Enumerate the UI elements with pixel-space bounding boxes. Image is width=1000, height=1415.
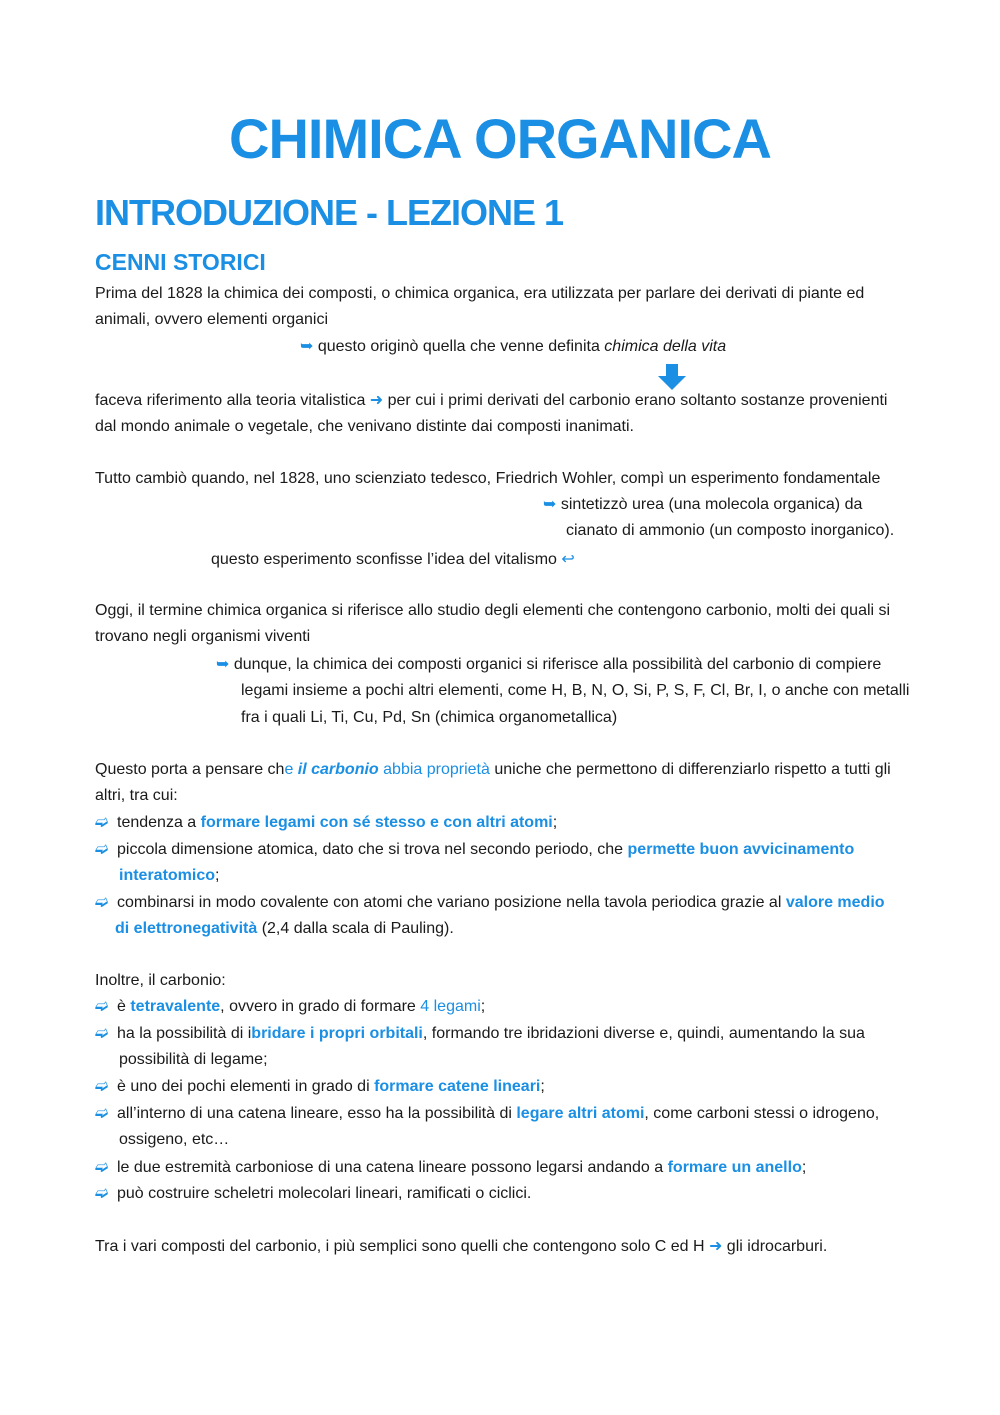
- highlight-term: il carbonio: [297, 761, 379, 778]
- curved-arrow-icon: ➥: [300, 338, 314, 355]
- list-item: ➫ ha la possibilità di ibridare i propri orbitali, formando tre ibridazioni diverse e, quindi, aumentando la sua: [95, 1021, 865, 1047]
- bullet-arrow-icon: ➫: [95, 1105, 109, 1122]
- list-item: ➫ tendenza a formare legami con sé stesso e con altri atomi;: [95, 810, 557, 836]
- down-arrow-icon: [658, 364, 686, 390]
- highlight-term: formare legami con sé stesso e con altri atomi: [200, 814, 553, 831]
- paragraph-line: Prima del 1828 la chimica dei composti, o chimica organica, era utilizzata per parlare dei derivati di piante ed: [95, 285, 865, 302]
- highlight-term: legare altri atomi: [516, 1105, 645, 1122]
- return-arrow-icon: ↩: [561, 551, 575, 568]
- highlight-term: bridare i propri orbitali: [251, 1025, 423, 1042]
- section-heading: INTRODUZIONE - LEZIONE 1: [95, 192, 564, 233]
- list-item-continuation: interatomico;: [119, 867, 220, 884]
- list-item: ➫ combinarsi in modo covalente con atomi che variano posizione nella tavola periodica grazie al valore medio: [95, 890, 885, 916]
- curved-arrow-icon: ➥: [543, 496, 557, 513]
- highlight-term: permette buon avvicinamento: [627, 841, 855, 858]
- list-item-continuation: possibilità di legame;: [119, 1051, 268, 1068]
- paragraph-line: Questo porta a pensare che il carbonio abbia proprietà uniche che permettono di differenziarlo rispetto a tutti gli: [95, 761, 891, 778]
- bullet-arrow-icon: ➫: [95, 894, 109, 911]
- paragraph-line: questo esperimento sconfisse l’idea del vitalismo ↩: [211, 547, 575, 573]
- paragraph-line: Oggi, il termine chimica organica si riferisce allo studio degli elementi che contengono carbonio, molti dei quali si: [95, 602, 891, 619]
- right-arrow-icon: ➜: [708, 1238, 723, 1255]
- list-item: ➫ è uno dei pochi elementi in grado di formare catene lineari;: [95, 1074, 545, 1100]
- paragraph-line: altri, tra cui:: [95, 787, 178, 804]
- bullet-arrow-icon: ➫: [95, 841, 109, 858]
- bullet-arrow-icon: ➫: [95, 814, 109, 831]
- bullet-arrow-icon: ➫: [95, 998, 109, 1015]
- curved-arrow-icon: ➥: [216, 656, 230, 673]
- highlight-term: formare un anello: [667, 1159, 802, 1176]
- paragraph-line: ➥ questo originò quella che venne definita chimica della vita: [300, 334, 726, 360]
- list-item: ➫ all’interno di una catena lineare, esso ha la possibilità di legare altri atomi, come carboni stessi o idrogeno,: [95, 1101, 879, 1127]
- highlight-term: interatomico: [119, 867, 216, 884]
- paragraph-line: Tutto cambiò quando, nel 1828, uno scienziato tedesco, Friedrich Wohler, compì un esperimento fondamentale: [95, 470, 881, 487]
- list-item: ➫ le due estremità carboniose di una catena lineare possono legarsi andando a formare un anello;: [95, 1155, 806, 1181]
- paragraph-line: Inoltre, il carbonio:: [95, 972, 226, 989]
- paragraph-line: ➥ sintetizzò urea (una molecola organica) da: [543, 492, 862, 518]
- bullet-arrow-icon: ➫: [95, 1185, 109, 1202]
- right-arrow-icon: ➜: [369, 392, 384, 409]
- paragraph-line: fra i quali Li, Ti, Cu, Pd, Sn (chimica organometallica): [241, 709, 618, 726]
- bullet-arrow-icon: ➫: [95, 1025, 109, 1042]
- paragraph-line: faceva riferimento alla teoria vitalistica ➜ per cui i primi derivati del carbonio erano soltanto sostanze provenienti: [95, 388, 887, 414]
- page-title: CHIMICA ORGANICA: [229, 107, 771, 170]
- bullet-arrow-icon: ➫: [95, 1078, 109, 1095]
- bullet-arrow-icon: ➫: [95, 1159, 109, 1176]
- highlight-term: tetravalente: [130, 998, 221, 1015]
- paragraph-line: ➥ dunque, la chimica dei composti organici si riferisce alla possibilità del carbonio di compiere: [216, 652, 881, 678]
- paragraph-line: legami insieme a pochi altri elementi, come H, B, N, O, Si, P, S, F, Cl, Br, I, o anche con metalli: [241, 682, 910, 699]
- highlight-term: valore medio: [785, 894, 885, 911]
- paragraph-line: Tra i vari composti del carbonio, i più semplici sono quelli che contengono solo C ed H ➜ gli idrocarburi.: [95, 1234, 827, 1260]
- subsection-heading: CENNI STORICI: [95, 249, 266, 275]
- list-item: ➫ è tetravalente, ovvero in grado di formare 4 legami;: [95, 994, 485, 1020]
- italic-phrase: chimica della vita: [604, 338, 727, 355]
- list-item-continuation: ossigeno, etc…: [119, 1131, 230, 1148]
- paragraph-line: animali, ovvero elementi organici: [95, 311, 328, 328]
- list-item-continuation: di elettronegatività (2,4 dalla scala di Pauling).: [115, 920, 454, 937]
- paragraph-line: dal mondo animale o vegetale, che venivano distinte dai composti inanimati.: [95, 418, 634, 435]
- list-item: ➫ può costruire scheletri molecolari lineari, ramificati o ciclici.: [95, 1181, 531, 1207]
- list-item: ➫ piccola dimensione atomica, dato che si trova nel secondo periodo, che permette buon avvicinamento: [95, 837, 854, 863]
- paragraph-line: cianato di ammonio (un composto inorganico).: [566, 522, 895, 539]
- paragraph-line: trovano negli organismi viventi: [95, 628, 311, 645]
- highlight-term: di elettronegatività: [115, 920, 258, 937]
- highlight-term: formare catene lineari: [374, 1078, 541, 1095]
